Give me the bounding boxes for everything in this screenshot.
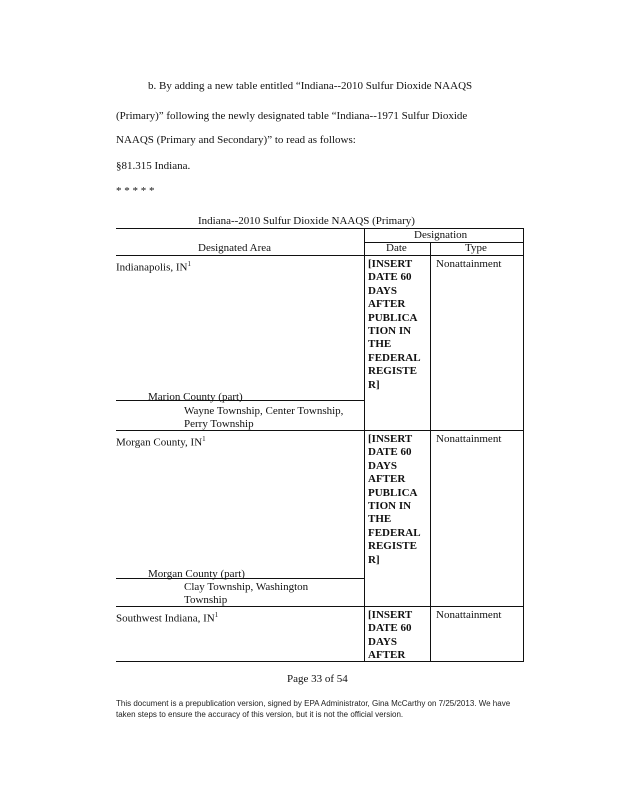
header-designation: Designation bbox=[414, 229, 468, 241]
row1-townships-line1: Wayne Township, Center Township, bbox=[184, 405, 344, 417]
row2-area: Morgan County, $IN^1$ bbox=[116, 435, 206, 449]
instruction-line-3: NAAQS (Primary and Secondary)” to read as follows: bbox=[116, 134, 356, 146]
omission-stars: * * * * * bbox=[116, 185, 155, 197]
table-right-border bbox=[523, 228, 524, 661]
row2-date: [INSERT DATE 60 DAYS AFTER PUBLICA TION IN THE FEDERAL REGISTE R] bbox=[368, 433, 421, 566]
header-designated-area: Designated Area bbox=[198, 242, 271, 254]
row2-county: Morgan County (part) bbox=[148, 568, 245, 580]
header-bottom-rule bbox=[116, 255, 524, 256]
row2-townships-line2: Township bbox=[184, 594, 228, 606]
table-title: Indiana--2010 Sulfur Dioxide NAAQS (Primary) bbox=[198, 215, 415, 227]
row1-date: [INSERT DATE 60 DAYS AFTER PUBLICA TION IN THE FEDERAL REGISTE R] bbox=[368, 258, 421, 391]
prepublication-notice: This document is a prepublication version, signed by EPA Administrator, Gina McCarthy on 7/25/2013. We have taken steps to ensure the accuracy of this version, but it is not the official version. bbox=[116, 699, 511, 719]
header-type: Type bbox=[465, 242, 487, 254]
area-date-divider bbox=[364, 228, 365, 661]
row1-bottom-rule bbox=[116, 430, 524, 431]
instruction-line-2: (Primary)” following the newly designated table “Indiana--1971 Sulfur Dioxide bbox=[116, 110, 468, 122]
table-bottom-rule bbox=[116, 661, 524, 662]
header-date: Date bbox=[386, 242, 407, 254]
row3-type: Nonattainment bbox=[436, 609, 502, 621]
row2-type: Nonattainment bbox=[436, 433, 502, 445]
row2-bottom-rule bbox=[116, 606, 524, 607]
row1-type: Nonattainment bbox=[436, 258, 502, 270]
row1-townships-line2: Perry Township bbox=[184, 418, 254, 430]
row1-county: Marion County (part) bbox=[148, 391, 243, 403]
page-number: Page 33 of 54 bbox=[287, 673, 348, 685]
row2-townships-line1: Clay Township, Washington bbox=[184, 581, 309, 593]
row3-area: Southwest Indiana, $IN^1$ bbox=[116, 611, 219, 625]
date-type-divider bbox=[430, 242, 431, 661]
row1-area: Indianapolis, $IN^1$ bbox=[116, 260, 191, 274]
row3-date: [INSERT DATE 60 DAYS AFTER bbox=[368, 609, 413, 662]
section-heading: §81.315 Indiana. bbox=[116, 160, 191, 172]
instruction-line-1: b. By adding a new table entitled “Indiana--2010 Sulfur Dioxide NAAQS bbox=[148, 80, 473, 92]
